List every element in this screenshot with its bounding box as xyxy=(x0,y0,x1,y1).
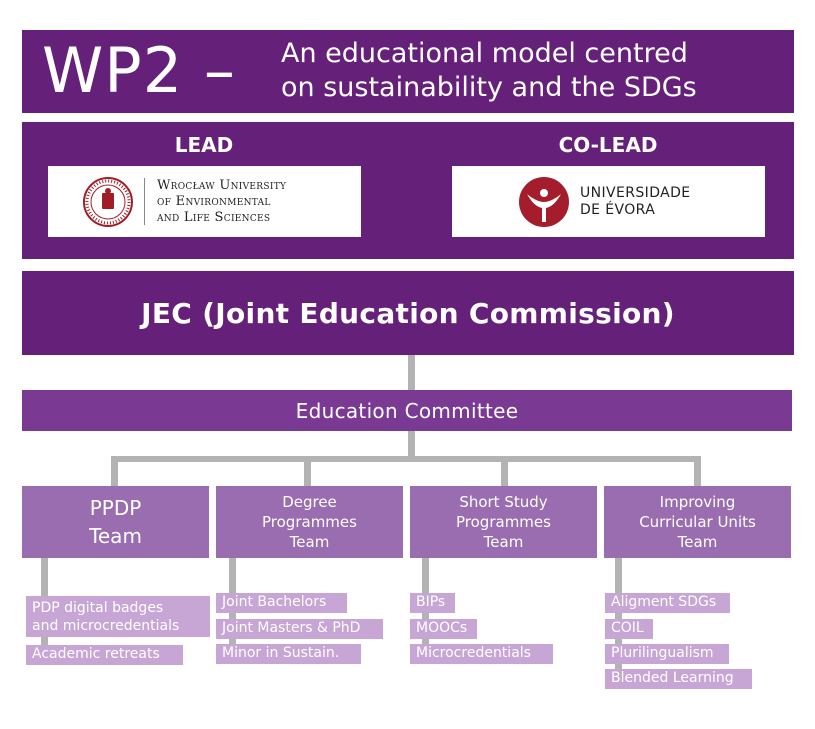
connector-team-1 xyxy=(111,456,118,486)
jec-label: JEC (Joint Education Commission) xyxy=(141,296,675,330)
list-item: COIL xyxy=(605,619,653,639)
connector-team-3 xyxy=(501,456,508,486)
lead-label: LEAD xyxy=(174,133,234,157)
list-item: Joint Masters & PhD xyxy=(216,619,383,639)
lead-logo-line-1: Wrocław University xyxy=(157,178,287,193)
list-item: PDP digital badges and microcredentials xyxy=(26,596,210,637)
colead-logo-card xyxy=(452,166,765,237)
lead-logo-card xyxy=(48,166,361,237)
lead-panel xyxy=(22,122,794,259)
team-degree-programmes-label: Degree Programmes Team xyxy=(262,493,357,551)
list-item: Microcredentials xyxy=(410,644,553,664)
connector-team-4 xyxy=(694,456,701,486)
colead-logo-line-2: DE ÉVORA xyxy=(580,202,656,218)
colead-logo-line-1: UNIVERSIDADE xyxy=(580,185,691,201)
connector-horizontal-bar xyxy=(111,456,701,462)
team-curricular-units-label: Improving Curricular Units Team xyxy=(639,493,756,551)
team-short-study-label: Short Study Programmes Team xyxy=(456,493,551,551)
evora-bird-icon xyxy=(518,176,570,228)
list-item: Joint Bachelors xyxy=(216,593,347,613)
connector-committee-down xyxy=(408,431,415,456)
list-item: Plurilingualism xyxy=(605,644,729,664)
team-degree-programmes xyxy=(216,486,403,558)
title-banner xyxy=(22,30,794,113)
lead-logo-divider xyxy=(144,178,145,225)
jec-box xyxy=(22,271,794,355)
lead-logo-line-2: of Environmental xyxy=(157,194,271,209)
education-committee-label: Education Committee xyxy=(295,398,519,423)
colead-label: CO-LEAD xyxy=(558,133,658,157)
wuels-seal-icon xyxy=(82,176,134,228)
work-package-title-line-1: An educational model centred xyxy=(281,38,688,69)
connector-jec-committee xyxy=(408,355,415,390)
lead-logo-line-3: and Life Sciences xyxy=(157,210,271,225)
list-item: Blended Learning xyxy=(605,669,752,689)
list-item: Aligment SDGs xyxy=(605,593,730,613)
connector-team-2 xyxy=(304,456,311,486)
education-committee-box xyxy=(22,390,792,431)
list-item: BIPs xyxy=(410,593,455,613)
team-ppdp-label: PPDP Team xyxy=(89,496,142,548)
work-package-title-line-2: on sustainability and the SDGs xyxy=(281,72,697,103)
list-item: Academic retreats xyxy=(26,645,183,665)
team-short-study xyxy=(410,486,597,558)
list-item: MOOCs xyxy=(410,619,477,639)
list-item: Minor in Sustain. xyxy=(216,644,361,664)
team-ppdp xyxy=(22,486,209,558)
team-curricular-units xyxy=(604,486,791,558)
work-package-code: WP2 – xyxy=(42,34,236,107)
